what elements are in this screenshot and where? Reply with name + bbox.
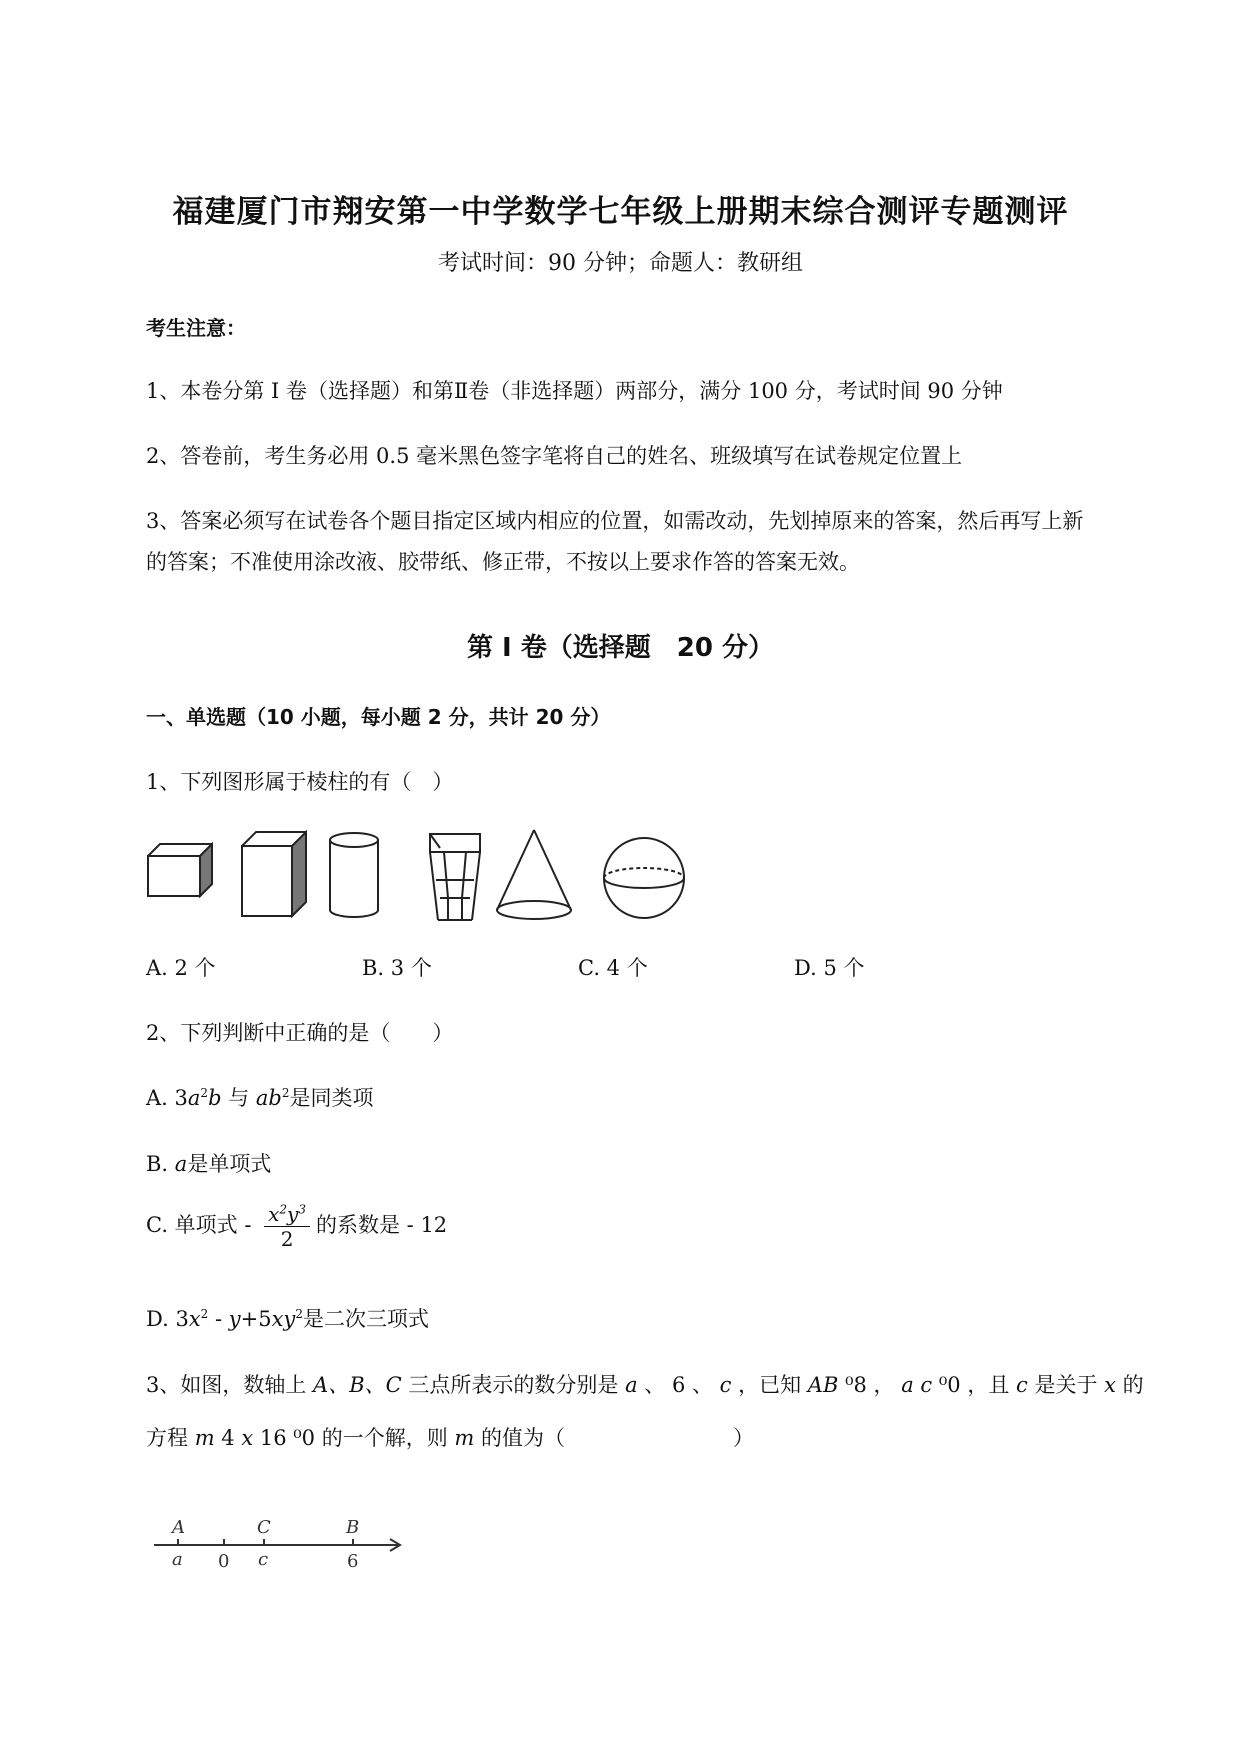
- q2-stem: 2、下列判断中正确的是（ ）: [146, 1021, 454, 1045]
- q2-a-prefix: A. 3: [146, 1086, 188, 1110]
- page-title: 福建厦门市翔安第一中学数学七年级上册期末综合测评专题测评: [172, 194, 1069, 230]
- q3-stem-line2: [146, 1422, 754, 1452]
- q2-d-y: y: [228, 1307, 241, 1331]
- q3-l1-k: ⁰0 ，且: [932, 1373, 1016, 1397]
- cuboid-tall-shape: [242, 832, 306, 916]
- q1-stem: 1、下列图形属于棱柱的有（ ）: [146, 770, 454, 794]
- q2-a-mid: 与: [221, 1086, 256, 1110]
- q2-c-num-y: y: [287, 1202, 299, 1226]
- q2-option-d: [146, 1303, 429, 1333]
- notice-item-3: 3、答案必须写在试卷各个题目指定区域内相应的位置，如需改动，先划掉原来的答案，然后再写上新: [146, 509, 1084, 533]
- q2-a-exp: 2: [200, 1086, 209, 1100]
- q2-d-suffix: 是二次三项式: [302, 1307, 429, 1331]
- value-label-c: c: [258, 1549, 269, 1570]
- q2-d-xy: xy: [271, 1307, 296, 1331]
- q2-d-sx: 2: [200, 1307, 209, 1321]
- q2-d-plus: +5: [240, 1307, 272, 1331]
- q3-stem-line1: [146, 1369, 1144, 1399]
- q2-option-c: [146, 1202, 447, 1251]
- q2-a-var-a: a: [187, 1086, 201, 1110]
- q2-d-mid: -: [208, 1307, 229, 1331]
- q1-option-a: A. 2 个: [146, 956, 216, 980]
- q2-c-den: 2: [280, 1227, 294, 1251]
- q2-c-num-x: x: [268, 1202, 280, 1226]
- cuboid-flat-shape: [148, 844, 212, 896]
- q2-c-num-sx: 2: [279, 1202, 288, 1217]
- cylinder-shape: [330, 833, 378, 917]
- q3-l1-m: 是关于: [1027, 1373, 1105, 1397]
- q2-c-fraction: [264, 1202, 310, 1251]
- q3-l1-var-c: c: [719, 1373, 732, 1397]
- q2-c-suffix: 的系数是 - 12: [316, 1213, 448, 1237]
- value-label-0: 0: [218, 1551, 230, 1572]
- q2-c-prefix: C. 单项式 -: [146, 1213, 259, 1237]
- q1-shapes-figure: [140, 820, 700, 940]
- q2-d-prefix: D. 3: [146, 1307, 189, 1331]
- q1-option-c: C. 4 个: [578, 956, 648, 980]
- q3-l1-e: 、 6 、: [637, 1373, 720, 1397]
- page-subtitle: 考试时间：90 分钟；命题人：教研组: [438, 251, 803, 276]
- q3-l1-var-a: a: [625, 1373, 638, 1397]
- q2-c-num-sy: 3: [298, 1202, 306, 1217]
- q3-l1-i: ⁰8 ，: [838, 1373, 902, 1397]
- q2-a-var-b: b: [208, 1086, 222, 1110]
- q2-a-var-ab: ab: [255, 1086, 282, 1110]
- value-label-6: 6: [347, 1551, 359, 1572]
- q3-l2-var-m: m: [194, 1426, 215, 1450]
- q2-d-sxy: 2: [295, 1307, 303, 1321]
- q3-l1-ac: a c: [901, 1373, 933, 1397]
- q2-a-suffix: 是同类项: [289, 1086, 374, 1110]
- q3-l1-o: 的: [1115, 1373, 1144, 1397]
- q3-l2-var-x: x: [241, 1426, 254, 1450]
- section-title: 第 I 卷（选择题 20 分）: [466, 633, 774, 663]
- q3-l1-var-x: x: [1104, 1373, 1116, 1397]
- q1-option-b: B. 3 个: [362, 956, 432, 980]
- q2-option-b: [146, 1148, 271, 1178]
- q3-l1-var-c2: c: [1016, 1373, 1028, 1397]
- q2-b-suffix: 是单项式: [187, 1152, 272, 1176]
- truncated-prism-shape: [430, 834, 480, 920]
- part-heading: 一、单选题（10 小题，每小题 2 分，共计 20 分）: [146, 705, 611, 729]
- q3-l2-c: 4: [214, 1426, 242, 1450]
- q3-l1-a: 3、如图，数轴上: [146, 1373, 314, 1397]
- q3-l2-e: 16 ⁰0 的一个解，则: [253, 1426, 455, 1450]
- value-label-a: a: [172, 1549, 183, 1570]
- q1-option-d: D. 5 个: [794, 956, 865, 980]
- q3-l1-ab: AB: [807, 1373, 839, 1397]
- q3-l1-points: A、B、C: [313, 1373, 402, 1397]
- q3-l1-c: 三点所表示的数分别是: [401, 1373, 626, 1397]
- q2-d-x: x: [188, 1307, 201, 1331]
- number-line-figure: [146, 1505, 416, 1575]
- q2-option-a: [146, 1082, 373, 1112]
- notice-item-3-cont: 的答案；不准使用涂改液、胶带纸、修正带，不按以上要求作答的答案无效。: [146, 550, 860, 574]
- q2-b-var: a: [174, 1152, 188, 1176]
- q2-b-prefix: B.: [146, 1152, 175, 1176]
- sphere-shape: [604, 838, 684, 918]
- q3-l2-g: 的值为（ ）: [474, 1426, 754, 1450]
- q3-l2-a: 方程: [146, 1426, 195, 1450]
- point-label-B: B: [346, 1517, 360, 1538]
- cone-shape: [497, 830, 571, 919]
- q3-l2-var-m2: m: [454, 1426, 475, 1450]
- point-label-C: C: [257, 1517, 271, 1538]
- notice-item-2: 2、答卷前，考生务必用 0.5 毫米黑色签字笔将自己的姓名、班级填写在试卷规定位置上: [146, 444, 963, 468]
- notice-item-1: 1、本卷分第 I 卷（选择题）和第Ⅱ卷（非选择题）两部分，满分 100 分，考试时间 90 分钟: [146, 379, 1003, 403]
- q2-a-exp2: 2: [281, 1086, 290, 1100]
- notice-heading: 考生注意：: [146, 316, 246, 340]
- q3-l1-g: ，已知: [731, 1373, 808, 1397]
- point-label-A: A: [172, 1517, 185, 1538]
